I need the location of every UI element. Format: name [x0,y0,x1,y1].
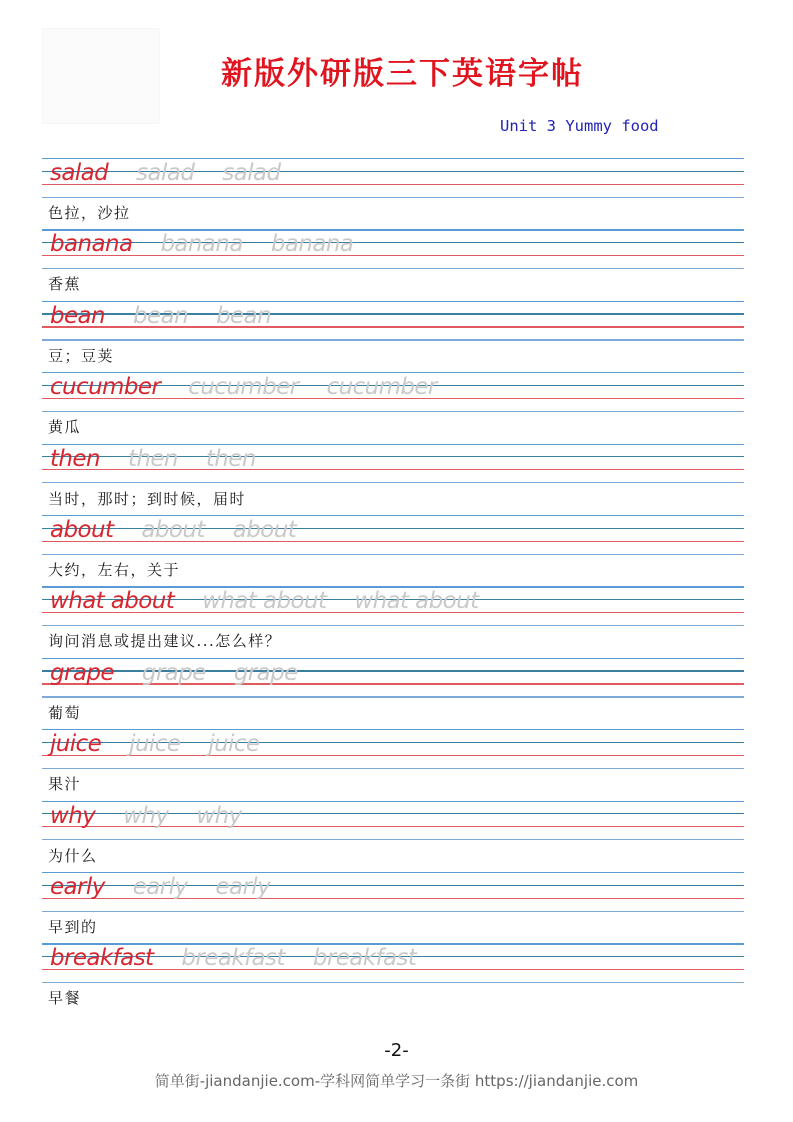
trace-word: juice [208,731,260,758]
word-translation: 葡萄 [48,703,82,722]
trace-word: breakfast [181,945,285,972]
practice-words [50,231,353,257]
grid-line-bottom [42,768,744,769]
practice-words [50,660,298,686]
trace-word: juice [129,731,181,758]
practice-words [50,303,271,329]
trace-word: bean [133,302,189,329]
word-translation: 为什么 [48,846,98,865]
trace-word: grape [233,659,298,686]
trace-word: early [215,874,271,900]
practice-words [50,517,296,543]
model-word: bean [50,302,106,329]
word-translation: 早餐 [48,989,82,1008]
trace-word: cucumber [188,374,299,401]
trace-word: salad [136,160,195,186]
trace-word: banana [270,231,354,258]
trace-word: what about [202,588,327,615]
model-word: banana [50,231,133,258]
trace-word: then [205,445,256,472]
trace-word: salad [222,160,281,186]
practice-words [50,446,256,472]
model-word: salad [50,160,109,186]
word-practice-block [42,872,744,944]
word-practice-block [42,729,744,801]
trace-word: about [141,517,205,543]
word-practice-block [42,301,744,373]
unit-subtitle: Unit 3 Yummy food [500,117,659,135]
grid-line-bottom [42,268,744,269]
word-practice-block [42,943,744,1015]
trace-word: bean [216,302,272,329]
word-practice-block [42,372,744,444]
page-number: -2- [384,1040,409,1061]
trace-word: early [132,874,188,900]
grid-line-bottom [42,911,744,912]
trace-word: about [232,517,297,543]
model-word: what about [50,588,175,615]
trace-word: what about [354,588,479,615]
trace-word: then [127,445,178,472]
word-translation: 豆；豆荚 [48,346,115,365]
trace-word: breakfast [312,945,417,972]
practice-words [50,803,242,829]
word-translation: 香蕉 [48,275,82,294]
word-translation: 早到的 [48,918,98,936]
practice-words [50,160,281,186]
word-practice-block [42,658,744,730]
trace-word: why [196,802,242,829]
word-translation: 当时，那时；到时候，届时 [48,489,247,508]
word-translation: 色拉，沙拉 [48,204,131,222]
model-word: cucumber [50,374,161,401]
model-word: early [50,874,105,900]
word-practice-block [42,801,744,873]
model-word: breakfast [50,945,154,972]
practice-words [50,945,416,971]
model-word: why [50,802,96,829]
page-title: 新版外研版三下英语字帖 [221,56,584,92]
grid-line-bottom [42,696,744,697]
grid-line-bottom [42,197,744,198]
practice-words [50,588,479,614]
word-practice-block [42,158,744,230]
word-practice-block [42,444,744,516]
grid-line-bottom [42,625,744,626]
grid-line-bottom [42,839,744,840]
trace-word: why [123,802,169,829]
trace-word: banana [160,231,243,258]
trace-word: cucumber [326,374,437,401]
word-translation: 果汁 [48,775,82,794]
footer-source: 简单街-jiandanjie.com-学科网简单学习一条街 https://jiandanjie.com [154,1072,639,1090]
model-word: then [50,445,100,472]
grid-line-bottom [42,411,744,412]
word-translation: 询问消息或提出建议...怎么样？ [48,632,282,651]
word-translation: 黄瓜 [48,418,82,437]
practice-words [50,374,437,400]
model-word: juice [50,731,102,758]
grid-line-bottom [42,982,744,983]
grid-line-bottom [42,554,744,555]
practice-words [50,874,270,900]
word-translation: 大约，左右，关于 [48,561,181,579]
model-word: about [50,517,114,543]
trace-word: grape [141,659,206,686]
practice-words [50,731,259,757]
word-practice-block [42,586,744,658]
word-practice-block [42,515,744,587]
grid-line-bottom [42,482,744,483]
model-word: grape [50,659,114,686]
word-practice-block [42,229,744,301]
grid-line-bottom [42,339,744,340]
